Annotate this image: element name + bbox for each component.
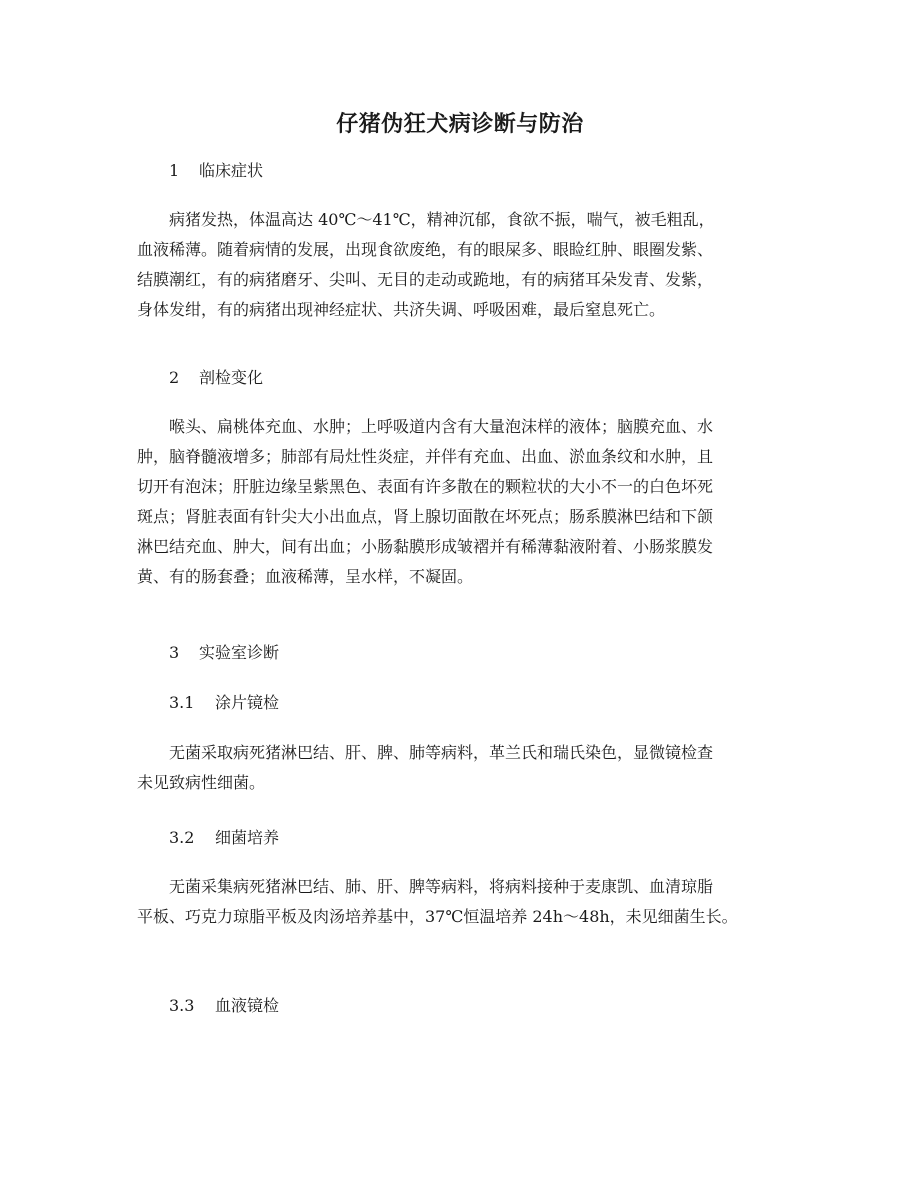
paragraph-line: 未见致病性细菌。 xyxy=(137,773,266,792)
section-number: 3.3 xyxy=(169,996,195,1015)
section-number: 1 xyxy=(169,161,180,180)
section-heading-3-2 xyxy=(169,825,279,851)
section-number: 3 xyxy=(169,643,180,662)
section-heading-2 xyxy=(169,365,263,391)
section-heading-text: 细菌培养 xyxy=(215,828,280,847)
section-heading-3-1 xyxy=(169,690,279,716)
paragraph-bacterial-culture xyxy=(137,872,785,932)
paragraph-line: 黄、有的肠套叠；血液稀薄，呈水样，不凝固。 xyxy=(137,567,474,586)
section-heading-text: 剖检变化 xyxy=(199,368,264,387)
section-number: 3.2 xyxy=(169,828,195,847)
paragraph-line: 喉头、扁桃体充血、水肿；上呼吸道内含有大量泡沫样的液体；脑膜充血、水 xyxy=(169,417,714,436)
section-heading-text: 涂片镜检 xyxy=(215,693,280,712)
paragraph-necropsy-changes xyxy=(137,412,785,592)
section-heading-3 xyxy=(169,640,279,666)
section-heading-text: 临床症状 xyxy=(199,161,264,180)
paragraph-smear-microscopy xyxy=(137,738,785,798)
section-heading-text: 血液镜检 xyxy=(215,996,280,1015)
paragraph-line: 平板、巧克力琼脂平板及肉汤培养基中，37℃恒温培养 24h～48h，未见细菌生长。 xyxy=(137,907,738,926)
section-heading-1 xyxy=(169,158,263,184)
paragraph-clinical-symptoms xyxy=(137,205,785,325)
paragraph-line: 结膜潮红，有的病猪磨牙、尖叫、无目的走动或跪地，有的病猪耳朵发青、发紫， xyxy=(137,270,714,289)
paragraph-line: 肿，脑脊髓液增多；肺部有局灶性炎症，并伴有充血、出血、淤血条纹和水肿，且 xyxy=(137,447,714,466)
paragraph-line: 淋巴结充血、肿大，间有出血；小肠黏膜形成皱褶并有稀薄黏液附着、小肠浆膜发 xyxy=(137,537,714,556)
paragraph-line: 无菌采取病死猪淋巴结、肝、脾、肺等病料，革兰氏和瑞氏染色，显微镜检查 xyxy=(169,743,714,762)
paragraph-line: 血液稀薄。随着病情的发展，出现食欲废绝，有的眼屎多、眼睑红肿、眼圈发紫、 xyxy=(137,240,714,259)
paragraph-line: 身体发绀，有的病猪出现神经症状、共济失调、呼吸困难，最后窒息死亡。 xyxy=(137,300,666,319)
paragraph-line: 病猪发热，体温高达 40℃～41℃，精神沉郁，食欲不振，喘气，被毛粗乱， xyxy=(169,210,715,229)
section-heading-3-3 xyxy=(169,993,279,1019)
paragraph-line: 无菌采集病死猪淋巴结、肺、肝、脾等病料，将病料接种于麦康凯、血清琼脂 xyxy=(169,877,714,896)
document-title: 仔猪伪狂犬病诊断与防治 xyxy=(336,111,584,137)
paragraph-line: 切开有泡沫；肝脏边缘呈紫黑色、表面有许多散在的颗粒状的大小不一的白色坏死 xyxy=(137,477,714,496)
section-number: 3.1 xyxy=(169,693,195,712)
section-number: 2 xyxy=(169,368,180,387)
section-heading-text: 实验室诊断 xyxy=(199,643,280,662)
paragraph-line: 斑点；肾脏表面有针尖大小出血点，肾上腺切面散在坏死点；肠系膜淋巴结和下颌 xyxy=(137,507,714,526)
